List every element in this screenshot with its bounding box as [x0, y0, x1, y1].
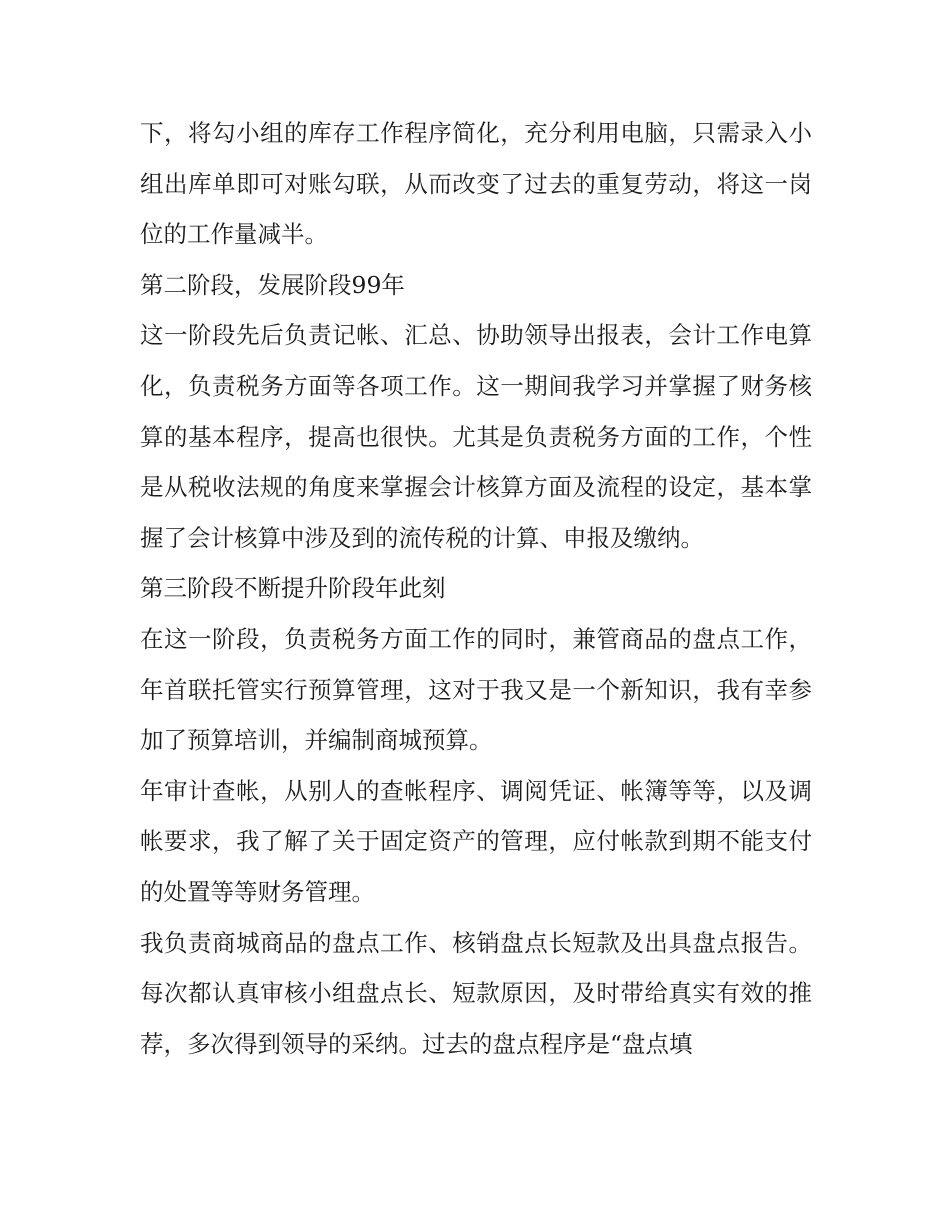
paragraph-stage-three: 在这一阶段，负责税务方面工作的同时，兼管商品的盘点工作，年首联托管实行预算管理，这对于我又是一个新知识，我有幸参加了预算培训，并编制商城预算。: [140, 624, 812, 755]
paragraph-continuation: 下，将勾小组的库存工作程序简化，充分利用电脑，只需录入小组出库单即可对账勾联，从而改变了过去的重复劳动，将这一岗位的工作量减半。: [140, 119, 812, 249]
section-heading-stage-three: 第三阶段不断提升阶段年此刻: [140, 574, 446, 603]
paragraph-audit: 年审计查帐，从别人的查帐程序、调阅凭证、帐簿等等，以及调帐要求，我了解了关于固定资产的管理，应付帐款到期不能支付的处置等等财务管理。: [140, 776, 812, 906]
paragraph-inventory: 我负责商城商品的盘点工作、核销盘点长短款及出具盘点报告。每次都认真审核小组盘点长、短款原因，及时带给真实有效的推荐，多次得到领导的采纳。过去的盘点程序是“盘点填: [140, 928, 812, 1058]
document-body: [140, 108, 812, 1069]
section-heading-stage-two: 第二阶段，发展阶段99年: [140, 270, 405, 299]
paragraph-stage-two: 这一阶段先后负责记帐、汇总、协助领导出报表，会计工作电算化，负责税务方面等各项工作。这一期间我学习并掌握了财务核算的基本程序，提高也很快。尤其是负责税务方面的工作，个性是从税收法规的角度来掌握会计核算方面及流程的设定，基本掌握了会计核算中涉及到的流传税的计算、申报及缴纳。: [140, 321, 812, 552]
